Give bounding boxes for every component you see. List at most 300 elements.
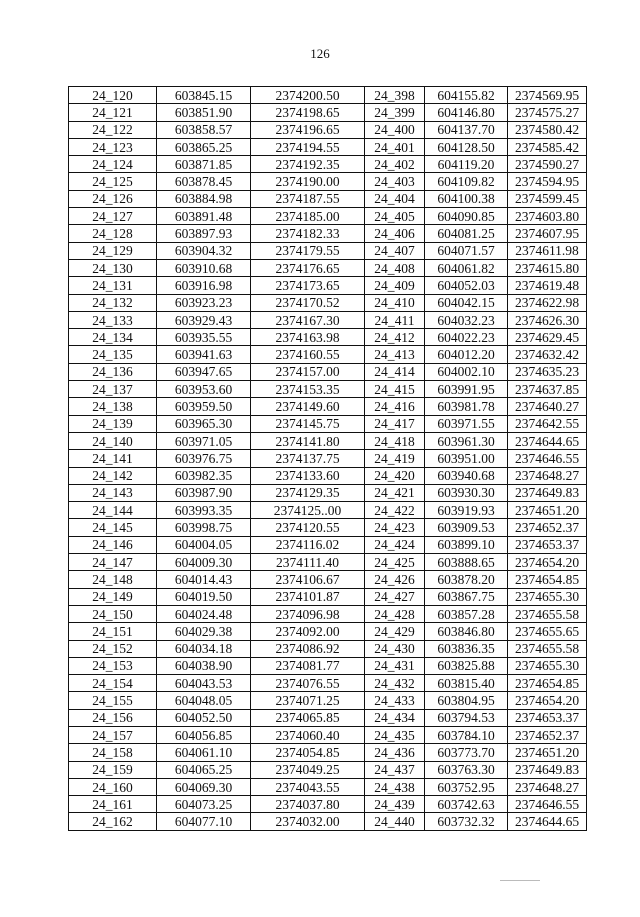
table-row	[69, 675, 587, 692]
point-id-left: 24_151	[69, 623, 157, 640]
x-coordinate-right: 604022.23	[425, 329, 508, 346]
point-id-left: 24_138	[69, 398, 157, 415]
table-row	[69, 657, 587, 674]
y-coordinate-right: 2374655.65	[508, 623, 587, 640]
y-coordinate-left: 2374190.00	[251, 173, 365, 190]
point-id-left: 24_158	[69, 744, 157, 761]
table-row	[69, 363, 587, 380]
point-id-left: 24_144	[69, 502, 157, 519]
table-row	[69, 692, 587, 709]
x-coordinate-right: 603919.93	[425, 502, 508, 519]
x-coordinate-left: 603947.65	[157, 363, 251, 380]
table-row	[69, 138, 587, 155]
y-coordinate-right: 2374654.20	[508, 692, 587, 709]
point-id-left: 24_124	[69, 156, 157, 173]
point-id-right: 24_406	[365, 225, 425, 242]
scan-artifact-line	[500, 880, 540, 881]
point-id-right: 24_419	[365, 450, 425, 467]
y-coordinate-left: 2374192.35	[251, 156, 365, 173]
y-coordinate-left: 2374137.75	[251, 450, 365, 467]
y-coordinate-left: 2374054.85	[251, 744, 365, 761]
point-id-left: 24_137	[69, 381, 157, 398]
point-id-left: 24_132	[69, 294, 157, 311]
x-coordinate-right: 603825.88	[425, 657, 508, 674]
x-coordinate-left: 603935.55	[157, 329, 251, 346]
point-id-right: 24_417	[365, 415, 425, 432]
point-id-left: 24_127	[69, 208, 157, 225]
point-id-right: 24_412	[365, 329, 425, 346]
x-coordinate-right: 604119.20	[425, 156, 508, 173]
table-row	[69, 761, 587, 778]
table-row	[69, 381, 587, 398]
x-coordinate-right: 603867.75	[425, 588, 508, 605]
y-coordinate-right: 2374594.95	[508, 173, 587, 190]
y-coordinate-left: 2374173.65	[251, 277, 365, 294]
x-coordinate-left: 604019.50	[157, 588, 251, 605]
point-id-right: 24_411	[365, 311, 425, 328]
table-row	[69, 311, 587, 328]
y-coordinate-left: 2374060.40	[251, 726, 365, 743]
x-coordinate-left: 603953.60	[157, 381, 251, 398]
y-coordinate-left: 2374157.00	[251, 363, 365, 380]
point-id-left: 24_160	[69, 778, 157, 795]
x-coordinate-left: 603923.23	[157, 294, 251, 311]
y-coordinate-left: 2374116.02	[251, 536, 365, 553]
x-coordinate-left: 604038.90	[157, 657, 251, 674]
y-coordinate-right: 2374649.83	[508, 761, 587, 778]
table-row	[69, 623, 587, 640]
x-coordinate-right: 603815.40	[425, 675, 508, 692]
y-coordinate-left: 2374145.75	[251, 415, 365, 432]
y-coordinate-right: 2374626.30	[508, 311, 587, 328]
x-coordinate-right: 604100.38	[425, 190, 508, 207]
y-coordinate-right: 2374651.20	[508, 744, 587, 761]
point-id-left: 24_141	[69, 450, 157, 467]
table-row	[69, 225, 587, 242]
x-coordinate-right: 604052.03	[425, 277, 508, 294]
point-id-right: 24_430	[365, 640, 425, 657]
point-id-right: 24_399	[365, 104, 425, 121]
point-id-right: 24_409	[365, 277, 425, 294]
point-id-right: 24_414	[365, 363, 425, 380]
point-id-left: 24_162	[69, 813, 157, 830]
point-id-right: 24_403	[365, 173, 425, 190]
y-coordinate-left: 2374086.92	[251, 640, 365, 657]
point-id-right: 24_429	[365, 623, 425, 640]
x-coordinate-right: 604146.80	[425, 104, 508, 121]
point-id-right: 24_428	[365, 605, 425, 622]
page-number: 126	[310, 46, 330, 61]
y-coordinate-left: 2374185.00	[251, 208, 365, 225]
y-coordinate-right: 2374655.58	[508, 640, 587, 657]
y-coordinate-right: 2374615.80	[508, 259, 587, 276]
table-row	[69, 450, 587, 467]
y-coordinate-left: 2374111.40	[251, 554, 365, 571]
x-coordinate-left: 604069.30	[157, 778, 251, 795]
y-coordinate-right: 2374632.42	[508, 346, 587, 363]
x-coordinate-left: 604065.25	[157, 761, 251, 778]
point-id-right: 24_408	[365, 259, 425, 276]
y-coordinate-left: 2374187.55	[251, 190, 365, 207]
point-id-left: 24_128	[69, 225, 157, 242]
y-coordinate-left: 2374092.00	[251, 623, 365, 640]
y-coordinate-left: 2374081.77	[251, 657, 365, 674]
point-id-left: 24_150	[69, 605, 157, 622]
x-coordinate-right: 604002.10	[425, 363, 508, 380]
y-coordinate-left: 2374071.25	[251, 692, 365, 709]
point-id-left: 24_131	[69, 277, 157, 294]
point-id-right: 24_435	[365, 726, 425, 743]
table-row	[69, 104, 587, 121]
y-coordinate-left: 2374196.65	[251, 121, 365, 138]
x-coordinate-right: 603971.55	[425, 415, 508, 432]
table-row	[69, 208, 587, 225]
table-row	[69, 398, 587, 415]
x-coordinate-left: 603982.35	[157, 467, 251, 484]
table-row	[69, 709, 587, 726]
y-coordinate-right: 2374603.80	[508, 208, 587, 225]
point-id-right: 24_402	[365, 156, 425, 173]
x-coordinate-left: 603884.98	[157, 190, 251, 207]
y-coordinate-left: 2374200.50	[251, 87, 365, 104]
y-coordinate-left: 2374182.33	[251, 225, 365, 242]
y-coordinate-left: 2374049.25	[251, 761, 365, 778]
point-id-left: 24_147	[69, 554, 157, 571]
x-coordinate-left: 604073.25	[157, 796, 251, 813]
point-id-right: 24_439	[365, 796, 425, 813]
x-coordinate-left: 603865.25	[157, 138, 251, 155]
point-id-left: 24_159	[69, 761, 157, 778]
x-coordinate-left: 604061.10	[157, 744, 251, 761]
point-id-right: 24_420	[365, 467, 425, 484]
y-coordinate-right: 2374646.55	[508, 450, 587, 467]
x-coordinate-right: 604109.82	[425, 173, 508, 190]
y-coordinate-right: 2374649.83	[508, 484, 587, 501]
y-coordinate-left: 2374120.55	[251, 519, 365, 536]
table-row	[69, 190, 587, 207]
table-row	[69, 813, 587, 830]
y-coordinate-right: 2374644.65	[508, 813, 587, 830]
point-id-left: 24_122	[69, 121, 157, 138]
x-coordinate-right: 603773.70	[425, 744, 508, 761]
x-coordinate-left: 603851.90	[157, 104, 251, 121]
x-coordinate-right: 603857.28	[425, 605, 508, 622]
point-id-left: 24_129	[69, 242, 157, 259]
x-coordinate-left: 603959.50	[157, 398, 251, 415]
x-coordinate-left: 603845.15	[157, 87, 251, 104]
y-coordinate-left: 2374065.85	[251, 709, 365, 726]
x-coordinate-right: 604155.82	[425, 87, 508, 104]
y-coordinate-left: 2374043.55	[251, 778, 365, 795]
point-id-right: 24_425	[365, 554, 425, 571]
point-id-right: 24_424	[365, 536, 425, 553]
y-coordinate-left: 2374096.98	[251, 605, 365, 622]
x-coordinate-right: 603794.53	[425, 709, 508, 726]
y-coordinate-right: 2374646.55	[508, 796, 587, 813]
table-row	[69, 259, 587, 276]
x-coordinate-right: 603899.10	[425, 536, 508, 553]
point-id-left: 24_139	[69, 415, 157, 432]
point-id-right: 24_404	[365, 190, 425, 207]
x-coordinate-right: 604042.15	[425, 294, 508, 311]
point-id-right: 24_405	[365, 208, 425, 225]
y-coordinate-right: 2374569.95	[508, 87, 587, 104]
x-coordinate-left: 604052.50	[157, 709, 251, 726]
x-coordinate-left: 603916.98	[157, 277, 251, 294]
y-coordinate-left: 2374170.52	[251, 294, 365, 311]
x-coordinate-right: 604071.57	[425, 242, 508, 259]
table-row	[69, 796, 587, 813]
x-coordinate-right: 603940.68	[425, 467, 508, 484]
y-coordinate-right: 2374652.37	[508, 726, 587, 743]
table-row	[69, 432, 587, 449]
table-row	[69, 536, 587, 553]
point-id-right: 24_431	[365, 657, 425, 674]
table-row	[69, 156, 587, 173]
x-coordinate-right: 604061.82	[425, 259, 508, 276]
table-row	[69, 277, 587, 294]
x-coordinate-right: 603991.95	[425, 381, 508, 398]
y-coordinate-left: 2374129.35	[251, 484, 365, 501]
point-id-left: 24_152	[69, 640, 157, 657]
x-coordinate-left: 604048.05	[157, 692, 251, 709]
x-coordinate-right: 603763.30	[425, 761, 508, 778]
x-coordinate-left: 603904.32	[157, 242, 251, 259]
table-row	[69, 502, 587, 519]
point-id-left: 24_145	[69, 519, 157, 536]
y-coordinate-right: 2374599.45	[508, 190, 587, 207]
x-coordinate-right: 603951.00	[425, 450, 508, 467]
point-id-left: 24_157	[69, 726, 157, 743]
point-id-left: 24_153	[69, 657, 157, 674]
point-id-right: 24_410	[365, 294, 425, 311]
point-id-left: 24_146	[69, 536, 157, 553]
point-id-left: 24_143	[69, 484, 157, 501]
point-id-right: 24_426	[365, 571, 425, 588]
table-row	[69, 640, 587, 657]
y-coordinate-left: 2374106.67	[251, 571, 365, 588]
x-coordinate-right: 603846.80	[425, 623, 508, 640]
x-coordinate-left: 603998.75	[157, 519, 251, 536]
y-coordinate-right: 2374654.20	[508, 554, 587, 571]
table-row	[69, 242, 587, 259]
x-coordinate-right: 603752.95	[425, 778, 508, 795]
y-coordinate-right: 2374651.20	[508, 502, 587, 519]
table-row	[69, 87, 587, 104]
point-id-right: 24_401	[365, 138, 425, 155]
point-id-right: 24_418	[365, 432, 425, 449]
x-coordinate-left: 603878.45	[157, 173, 251, 190]
y-coordinate-left: 2374167.30	[251, 311, 365, 328]
x-coordinate-left: 604034.18	[157, 640, 251, 657]
y-coordinate-right: 2374622.98	[508, 294, 587, 311]
point-id-right: 24_422	[365, 502, 425, 519]
point-id-left: 24_149	[69, 588, 157, 605]
x-coordinate-right: 604128.50	[425, 138, 508, 155]
point-id-left: 24_121	[69, 104, 157, 121]
y-coordinate-right: 2374640.27	[508, 398, 587, 415]
x-coordinate-left: 603971.05	[157, 432, 251, 449]
point-id-right: 24_415	[365, 381, 425, 398]
point-id-right: 24_434	[365, 709, 425, 726]
point-id-left: 24_135	[69, 346, 157, 363]
y-coordinate-right: 2374648.27	[508, 778, 587, 795]
point-id-right: 24_438	[365, 778, 425, 795]
table-row	[69, 744, 587, 761]
x-coordinate-right: 604012.20	[425, 346, 508, 363]
table-row	[69, 294, 587, 311]
y-coordinate-right: 2374619.48	[508, 277, 587, 294]
point-id-left: 24_134	[69, 329, 157, 346]
point-id-right: 24_433	[365, 692, 425, 709]
table-row	[69, 588, 587, 605]
x-coordinate-left: 603910.68	[157, 259, 251, 276]
x-coordinate-left: 604009.30	[157, 554, 251, 571]
point-id-right: 24_437	[365, 761, 425, 778]
y-coordinate-left: 2374179.55	[251, 242, 365, 259]
point-id-left: 24_148	[69, 571, 157, 588]
table-row	[69, 726, 587, 743]
x-coordinate-right: 603981.78	[425, 398, 508, 415]
table-row	[69, 415, 587, 432]
table-row	[69, 778, 587, 795]
y-coordinate-left: 2374153.35	[251, 381, 365, 398]
x-coordinate-right: 603742.63	[425, 796, 508, 813]
x-coordinate-left: 603976.75	[157, 450, 251, 467]
x-coordinate-right: 604137.70	[425, 121, 508, 138]
y-coordinate-right: 2374580.42	[508, 121, 587, 138]
point-id-right: 24_427	[365, 588, 425, 605]
point-id-right: 24_407	[365, 242, 425, 259]
x-coordinate-right: 603878.20	[425, 571, 508, 588]
point-id-right: 24_432	[365, 675, 425, 692]
y-coordinate-right: 2374653.37	[508, 536, 587, 553]
y-coordinate-right: 2374611.98	[508, 242, 587, 259]
x-coordinate-right: 603909.53	[425, 519, 508, 536]
x-coordinate-left: 603897.93	[157, 225, 251, 242]
y-coordinate-left: 2374125..00	[251, 502, 365, 519]
y-coordinate-left: 2374076.55	[251, 675, 365, 692]
y-coordinate-left: 2374032.00	[251, 813, 365, 830]
point-id-left: 24_161	[69, 796, 157, 813]
point-id-left: 24_123	[69, 138, 157, 155]
y-coordinate-right: 2374648.27	[508, 467, 587, 484]
y-coordinate-left: 2374141.80	[251, 432, 365, 449]
x-coordinate-right: 603732.32	[425, 813, 508, 830]
point-id-right: 24_400	[365, 121, 425, 138]
table-row	[69, 519, 587, 536]
point-id-right: 24_423	[365, 519, 425, 536]
y-coordinate-right: 2374644.65	[508, 432, 587, 449]
y-coordinate-left: 2374101.87	[251, 588, 365, 605]
point-id-left: 24_140	[69, 432, 157, 449]
y-coordinate-left: 2374163.98	[251, 329, 365, 346]
y-coordinate-left: 2374133.60	[251, 467, 365, 484]
point-id-right: 24_398	[365, 87, 425, 104]
x-coordinate-left: 604014.43	[157, 571, 251, 588]
x-coordinate-right: 603836.35	[425, 640, 508, 657]
y-coordinate-right: 2374585.42	[508, 138, 587, 155]
point-id-left: 24_154	[69, 675, 157, 692]
point-id-left: 24_155	[69, 692, 157, 709]
x-coordinate-right: 603961.30	[425, 432, 508, 449]
coordinates-table-body	[69, 87, 587, 831]
y-coordinate-left: 2374198.65	[251, 104, 365, 121]
x-coordinate-left: 604004.05	[157, 536, 251, 553]
x-coordinate-left: 604043.53	[157, 675, 251, 692]
x-coordinate-right: 603888.65	[425, 554, 508, 571]
coordinates-table	[68, 86, 587, 831]
table-row	[69, 346, 587, 363]
x-coordinate-left: 603871.85	[157, 156, 251, 173]
table-row	[69, 173, 587, 190]
table-row	[69, 121, 587, 138]
y-coordinate-right: 2374607.95	[508, 225, 587, 242]
point-id-right: 24_436	[365, 744, 425, 761]
y-coordinate-right: 2374652.37	[508, 519, 587, 536]
y-coordinate-right: 2374655.30	[508, 657, 587, 674]
y-coordinate-right: 2374654.85	[508, 571, 587, 588]
table-row	[69, 571, 587, 588]
point-id-left: 24_126	[69, 190, 157, 207]
y-coordinate-left: 2374176.65	[251, 259, 365, 276]
x-coordinate-left: 603858.57	[157, 121, 251, 138]
point-id-right: 24_413	[365, 346, 425, 363]
y-coordinate-right: 2374635.23	[508, 363, 587, 380]
y-coordinate-right: 2374655.58	[508, 605, 587, 622]
x-coordinate-left: 603891.48	[157, 208, 251, 225]
x-coordinate-left: 604024.48	[157, 605, 251, 622]
point-id-left: 24_120	[69, 87, 157, 104]
point-id-left: 24_142	[69, 467, 157, 484]
x-coordinate-left: 604077.10	[157, 813, 251, 830]
y-coordinate-left: 2374149.60	[251, 398, 365, 415]
x-coordinate-left: 603929.43	[157, 311, 251, 328]
x-coordinate-right: 604090.85	[425, 208, 508, 225]
y-coordinate-right: 2374653.37	[508, 709, 587, 726]
y-coordinate-left: 2374037.80	[251, 796, 365, 813]
table-row	[69, 484, 587, 501]
x-coordinate-right: 603930.30	[425, 484, 508, 501]
y-coordinate-right: 2374637.85	[508, 381, 587, 398]
x-coordinate-left: 604029.38	[157, 623, 251, 640]
point-id-left: 24_125	[69, 173, 157, 190]
table-row	[69, 329, 587, 346]
point-id-left: 24_156	[69, 709, 157, 726]
x-coordinate-right: 603804.95	[425, 692, 508, 709]
y-coordinate-right: 2374642.55	[508, 415, 587, 432]
x-coordinate-left: 603993.35	[157, 502, 251, 519]
table-row	[69, 467, 587, 484]
y-coordinate-right: 2374629.45	[508, 329, 587, 346]
point-id-right: 24_421	[365, 484, 425, 501]
y-coordinate-right: 2374655.30	[508, 588, 587, 605]
x-coordinate-left: 603941.63	[157, 346, 251, 363]
x-coordinate-right: 604081.25	[425, 225, 508, 242]
point-id-left: 24_133	[69, 311, 157, 328]
point-id-left: 24_136	[69, 363, 157, 380]
x-coordinate-right: 604032.23	[425, 311, 508, 328]
x-coordinate-left: 604056.85	[157, 726, 251, 743]
y-coordinate-right: 2374590.27	[508, 156, 587, 173]
table-row	[69, 605, 587, 622]
point-id-right: 24_416	[365, 398, 425, 415]
y-coordinate-left: 2374160.55	[251, 346, 365, 363]
x-coordinate-right: 603784.10	[425, 726, 508, 743]
y-coordinate-right: 2374575.27	[508, 104, 587, 121]
x-coordinate-left: 603987.90	[157, 484, 251, 501]
table-row	[69, 554, 587, 571]
